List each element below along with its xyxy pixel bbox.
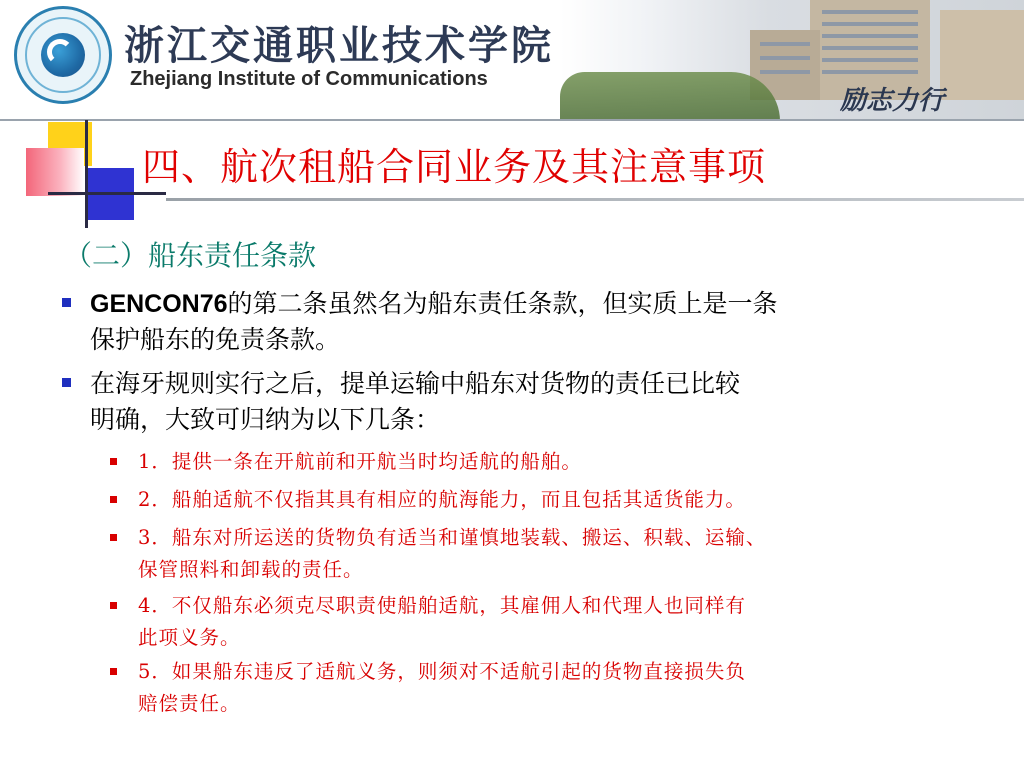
subpoint-text: 2．船舶适航不仅指其具有相应的航海能力，而且包括其适货能力。 xyxy=(138,488,746,511)
bullet-lead-text: GENCON76 xyxy=(90,290,228,318)
subpoint-4 xyxy=(110,590,1010,654)
school-name-chinese: 浙江交通职业技术学院 xyxy=(124,23,554,69)
bullet-square-icon xyxy=(110,602,117,609)
subpoint-text-line2: 保管照料和卸载的责任。 xyxy=(138,558,364,581)
subpoint-1 xyxy=(110,446,1010,478)
decor-horizontal-line xyxy=(48,192,166,195)
subpoint-text-line2: 赔偿责任。 xyxy=(138,692,241,715)
decor-red-square xyxy=(26,148,84,196)
bullet-square-icon xyxy=(62,378,71,387)
subpoint-text: 1．提供一条在开航前和开航当时均适航的船舶。 xyxy=(138,450,582,473)
subpoint-5 xyxy=(110,656,1010,720)
bullet-text-line2: 保护船东的免责条款。 xyxy=(90,325,341,354)
school-motto: 励志力行 xyxy=(840,86,945,116)
subpoint-text-line1: 4．不仅船东必须克尽职责使船舶适航，其雇佣人和代理人也同样有 xyxy=(138,594,746,617)
bullet-square-icon xyxy=(110,458,117,465)
header-divider xyxy=(0,119,1024,121)
subpoint-text-line2: 此项义务。 xyxy=(138,626,241,649)
subpoint-3 xyxy=(110,522,1010,586)
bullet-point-2 xyxy=(62,366,1012,438)
bullet-text-line2: 明确，大致可归纳为以下几条： xyxy=(90,405,441,434)
header-banner xyxy=(0,0,1024,121)
bullet-square-icon xyxy=(110,496,117,503)
campus-building-image xyxy=(560,0,1024,121)
subpoint-2 xyxy=(110,484,1010,516)
bullet-point-1 xyxy=(62,286,1012,358)
school-logo xyxy=(14,6,112,104)
slide-title: 四、航次租船合同业务及其注意事项 xyxy=(142,145,767,189)
bullet-square-icon xyxy=(110,668,117,675)
bullet-text-line1: 的第二条虽然名为船东责任条款，但实质上是一条 xyxy=(227,289,778,318)
decor-vertical-line xyxy=(85,120,88,228)
bullet-square-icon xyxy=(110,534,117,541)
school-name-english: Zhejiang Institute of Communications xyxy=(130,68,488,90)
bullet-text-line1: 在海牙规则实行之后，提单运输中船东对货物的责任已比较 xyxy=(90,369,741,398)
subpoint-text-line1: 5．如果船东违反了适航义务，则须对不适航引起的货物直接损失负 xyxy=(138,660,746,683)
section-subtitle: （二）船东责任条款 xyxy=(64,239,317,272)
bullet-square-icon xyxy=(62,298,71,307)
title-underline xyxy=(166,198,1024,201)
subpoint-text-line1: 3．船东对所运送的货物负有适当和谨慎地装载、搬运、积载、运输、 xyxy=(138,526,767,549)
